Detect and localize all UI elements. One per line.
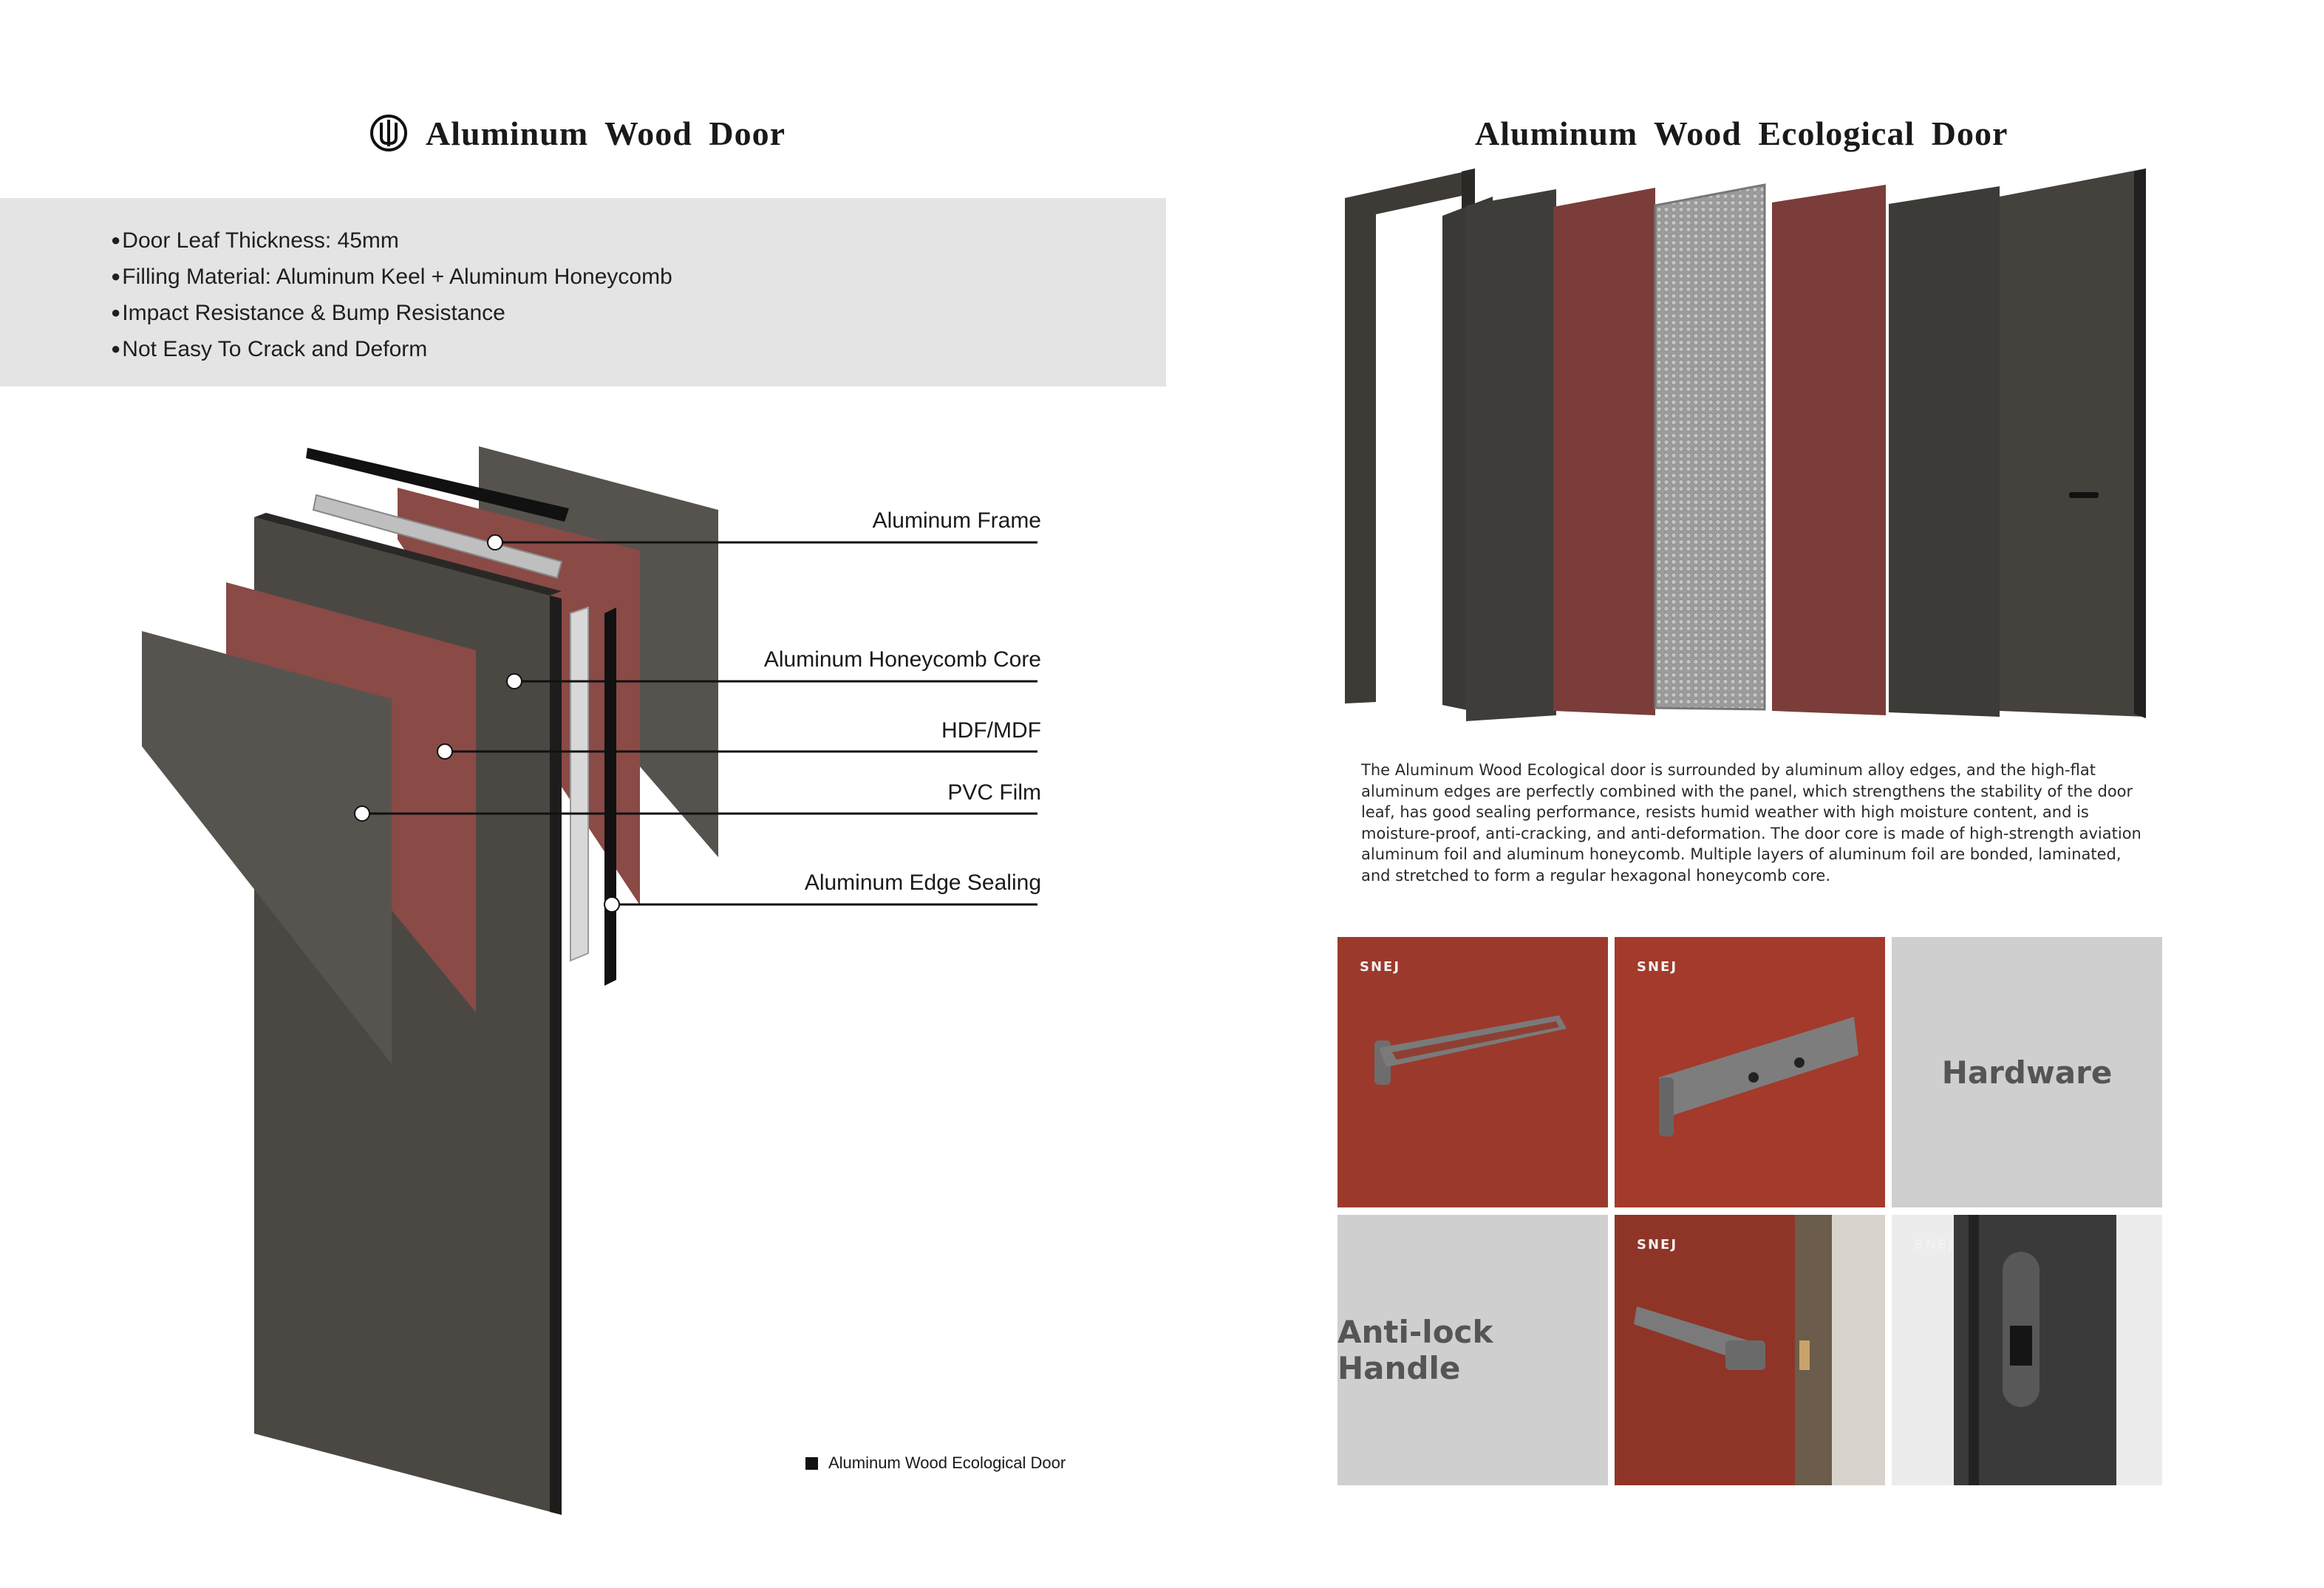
- brand-wordmark: SNEJ: [1360, 959, 1401, 975]
- finished-door-leaf: [2000, 168, 2146, 717]
- door-layers-illustration: [1338, 166, 2173, 735]
- layer-hdf-back: [1553, 188, 1655, 715]
- spec-item-impact: ● Impact Resistance & Bump Resistance: [111, 296, 672, 332]
- layer-pvc-front: [1889, 186, 2000, 717]
- product-description: The Aluminum Wood Ecological door is surrounded by aluminum alloy edges, and the high-flat aluminum edges are perfectly combined with the panel, which strengthens the stability of the door leaf, has good sealing performance, resists humid weather with high moisture content, and is moisture-proof, anti-cracking, and anti-deformation. The door core is made of high-strength aviation aluminum foil and aluminum honeycomb. Multiple layers of aluminum foil are bonded, laminated, and stretched to form a regular hexagonal honeycomb core.: [1361, 761, 2141, 885]
- gallery-tile-antilock: [1338, 1215, 1608, 1485]
- brand-logo-icon: [369, 114, 408, 152]
- antilock-label: Anti-lock Handle: [1338, 1314, 1493, 1386]
- callout-edge-sealing: Aluminum Edge Sealing: [804, 870, 1041, 895]
- brand-wordmark: SNEJ: [1914, 1237, 1955, 1253]
- callout-honeycomb-core: Aluminum Honeycomb Core: [763, 647, 1041, 672]
- spec-item-deform: ● Not Easy To Crack and Deform: [111, 332, 672, 368]
- gallery-tile-handle: [1338, 937, 1608, 1207]
- spec-item-thickness: ● Door Leaf Thickness: 45mm: [111, 223, 672, 259]
- aluminum-frame-strip: [570, 607, 588, 961]
- brand-wordmark: SNEJ: [1637, 1237, 1678, 1253]
- right-page-title: Aluminum Wood Ecological Door: [1475, 114, 2008, 152]
- spec-list: [111, 223, 672, 368]
- figure-legend: [805, 1454, 1066, 1473]
- brand-wordmark: SNEJ: [1637, 959, 1678, 975]
- layer-honeycomb: [1655, 185, 1765, 709]
- layer-pvc-back: [1466, 189, 1556, 721]
- edge-sealing-strip: [604, 607, 616, 986]
- callout-aluminum-frame: Aluminum Frame: [872, 508, 1041, 533]
- hardware-label: Hardware: [1941, 1054, 2113, 1091]
- left-page-title: Aluminum Wood Door: [426, 114, 786, 152]
- layer-hdf-front: [1772, 185, 1886, 715]
- legend-label: Aluminum Wood Ecological Door: [828, 1454, 1066, 1472]
- right-title-block: [1475, 109, 2008, 157]
- door-handle-icon: [2069, 492, 2099, 498]
- spec-panel: [0, 198, 1166, 386]
- exploded-door-illustration: [0, 414, 1166, 1552]
- gallery-tile-lock-body: [1615, 937, 1885, 1207]
- spec-item-filling: ● Filling Material: Aluminum Keel + Aluminum Honeycomb: [111, 259, 672, 296]
- callout-hdf-mdf: HDF/MDF: [941, 718, 1041, 743]
- legend-square-icon: [805, 1457, 818, 1470]
- callout-pvc-film: PVC Film: [947, 780, 1041, 805]
- gallery-tile-handle-edge: [1615, 1215, 1885, 1485]
- left-title-block: [369, 109, 786, 157]
- gallery-tile-lock-detail: [1892, 1215, 2162, 1485]
- gallery-tile-hardware: [1892, 937, 2162, 1207]
